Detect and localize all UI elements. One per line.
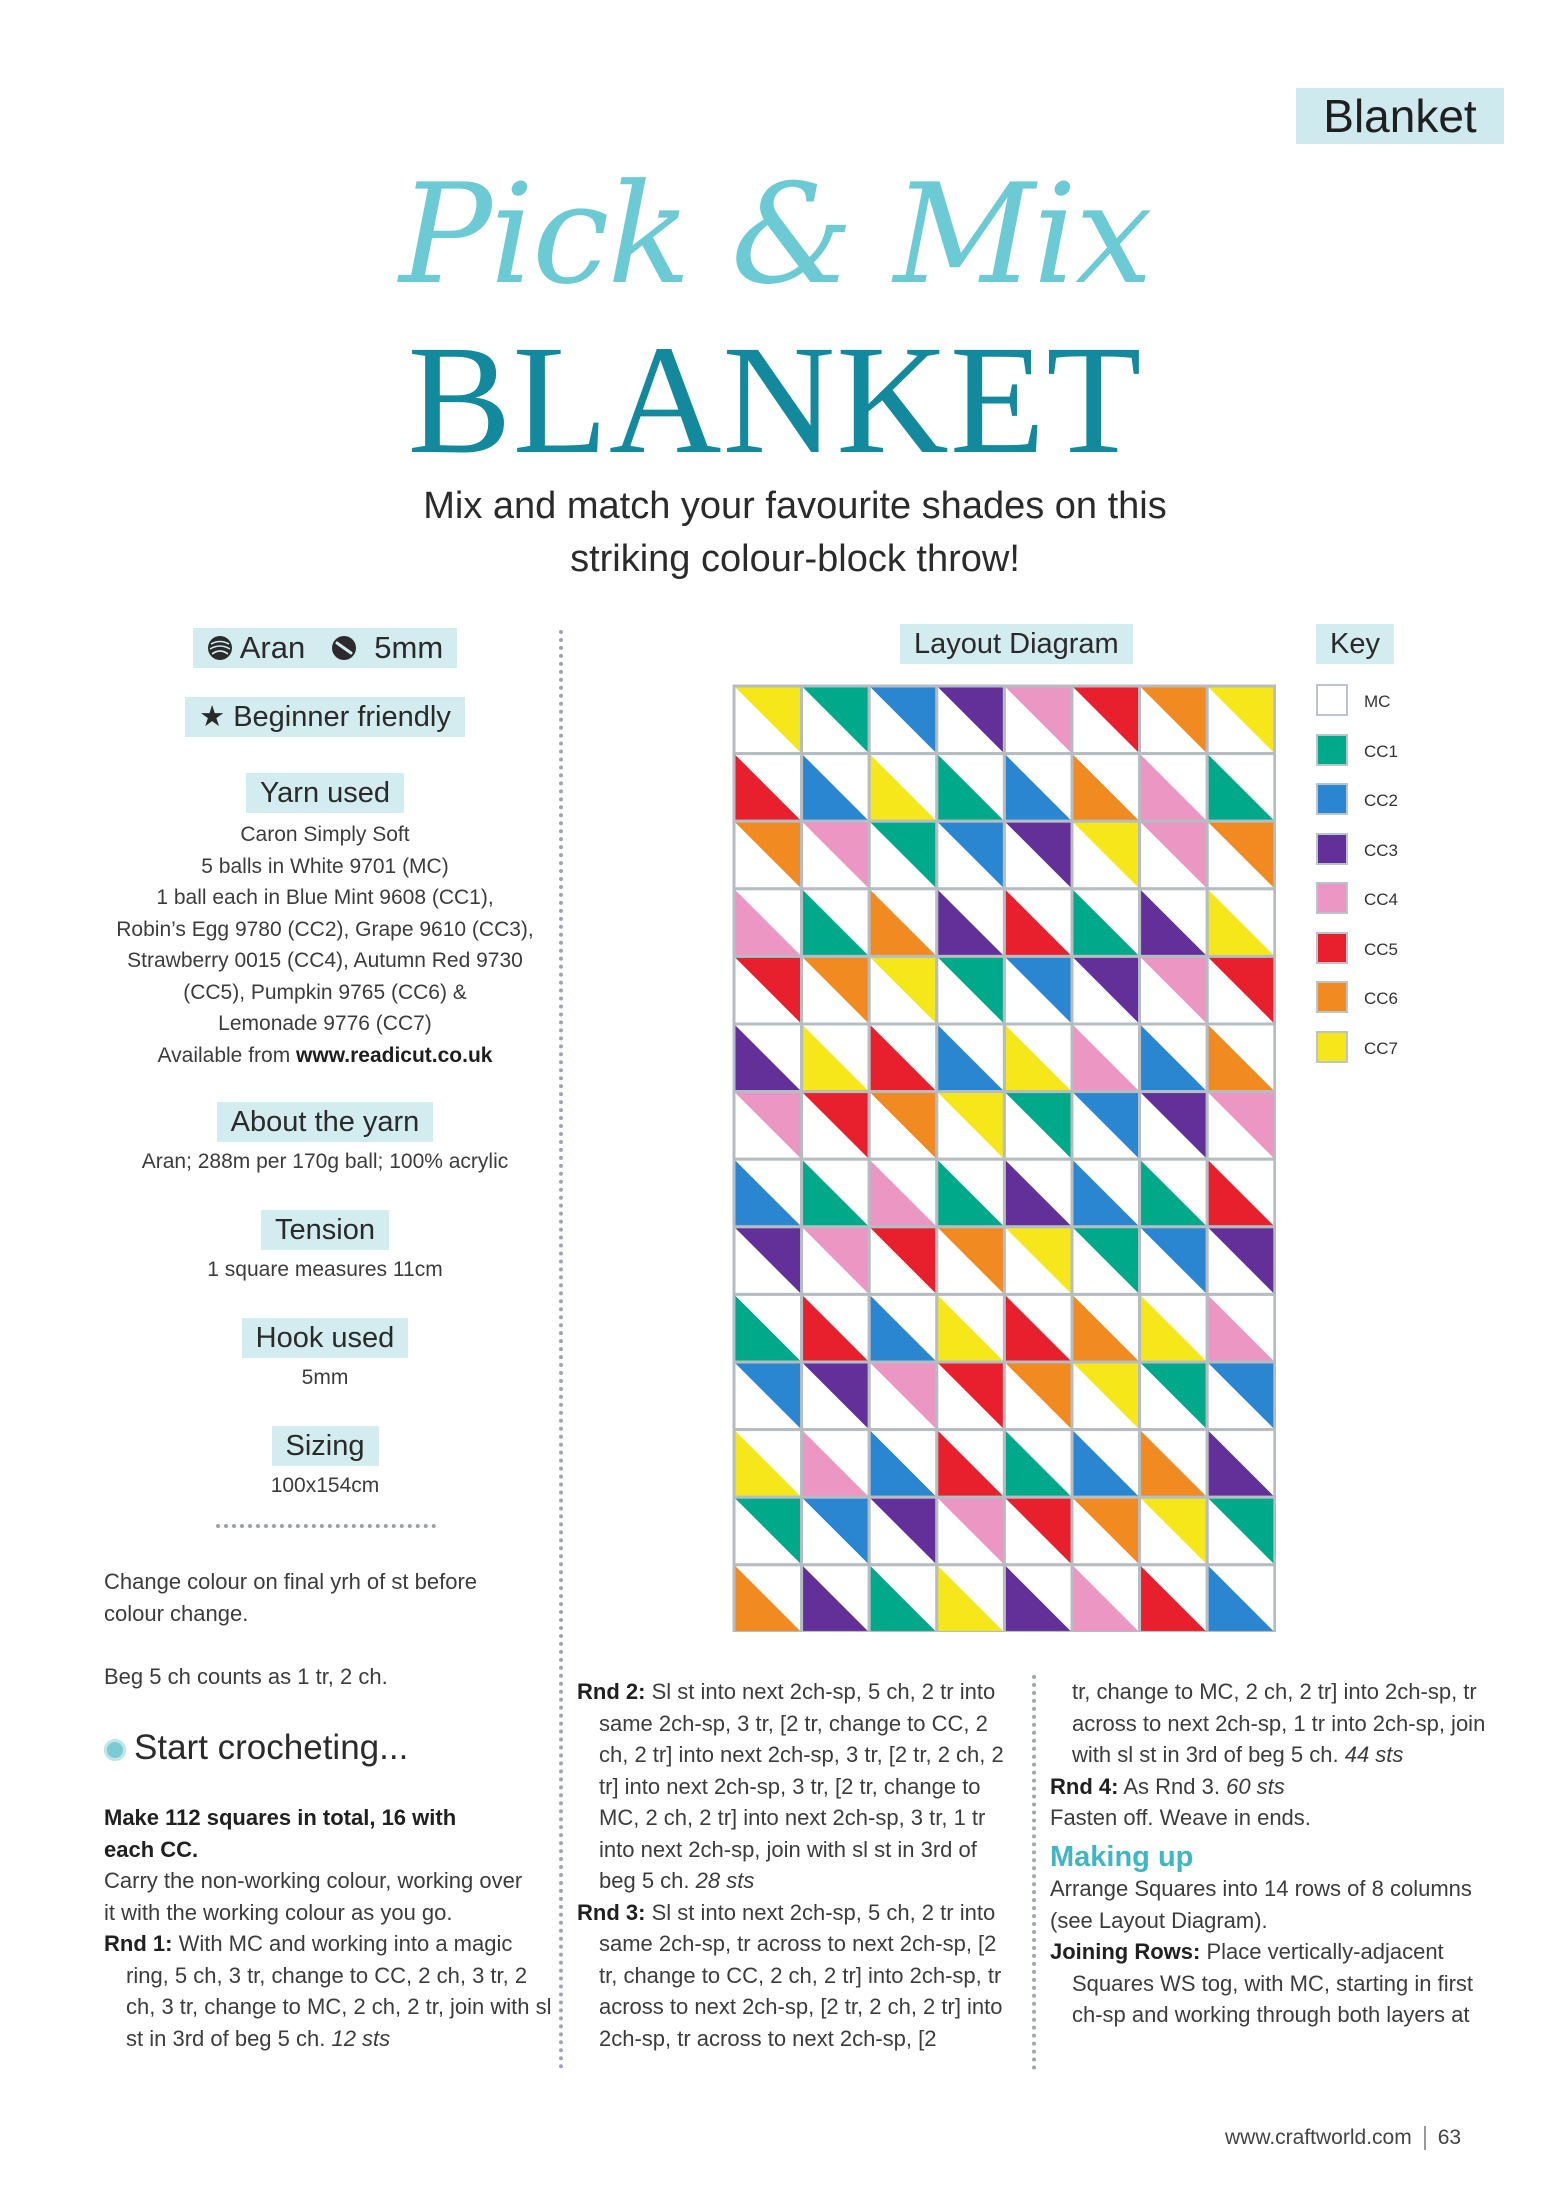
key-swatch — [1316, 1031, 1348, 1063]
key-swatch — [1316, 734, 1348, 766]
note-line: colour change. — [104, 1600, 249, 1626]
hook-used-text: 5mm — [301, 1366, 349, 1389]
key-label: CC5 — [1364, 939, 1399, 959]
footer — [1225, 2126, 1461, 2150]
joining-rows: Joining Rows: Place vertically-adjacent Squares WS tog, with MC, starting in first ch-sp and working through both layers at — [1050, 1939, 1474, 2027]
key-label: CC1 — [1364, 741, 1399, 761]
about-yarn-text: Aran; 288m per 170g ball; 100% acrylic — [141, 1150, 509, 1173]
note-line: Beg 5 ch counts as 1 tr, 2 ch. — [104, 1664, 388, 1689]
divider — [216, 1524, 436, 1528]
arrange-text: Arrange Squares into 14 rows of 8 columns — [1050, 1876, 1472, 1901]
sizing-heading: Sizing — [272, 1426, 379, 1466]
key-swatch — [1316, 981, 1348, 1013]
hook-size: 5mm — [374, 630, 444, 665]
yarn-used-text — [100, 819, 550, 1071]
skill-badge — [100, 697, 550, 737]
yarn-hook-badge — [100, 628, 550, 668]
supplier-link[interactable]: www.readicut.co.uk — [296, 1043, 493, 1067]
yarn-line: Strawberry 0015 (CC4), Autumn Red 9730 — [127, 949, 523, 972]
yarn-used-heading: Yarn used — [246, 773, 404, 813]
skill-level: Beginner friendly — [233, 701, 451, 733]
tension-text: 1 square measures 11cm — [207, 1258, 443, 1281]
yarn-line: 1 ball each in Blue Mint 9608 (CC1), — [156, 886, 494, 909]
key-label: CC7 — [1364, 1038, 1399, 1058]
yarn-used-section — [100, 773, 550, 1071]
available-from: Available from www.readicut.co.uk — [157, 1043, 493, 1067]
key-swatch — [1316, 833, 1348, 865]
yarn-line: Robin’s Egg 9780 (CC2), Grape 9610 (CC3), — [116, 917, 534, 941]
crochet-hook-icon — [331, 635, 357, 661]
note-line: Change colour on final yrh of st before — [104, 1569, 478, 1594]
about-yarn-heading: About the yarn — [217, 1102, 434, 1142]
key-swatch — [1316, 882, 1348, 914]
round-4: Rnd 4: As Rnd 3. 60 sts — [1050, 1773, 1285, 1799]
yarn-line: (CC5), Pumpkin 9765 (CC6) & — [183, 980, 467, 1004]
key-heading: Key — [1316, 624, 1394, 664]
pattern-notes — [104, 1566, 554, 1693]
start-heading: Start crocheting... — [104, 1728, 408, 1768]
intro-bold: Make 112 squares in total, 16 with — [104, 1805, 457, 1830]
hook-used-section — [100, 1318, 550, 1394]
subtitle-line-2: striking colour-block throw! — [570, 538, 1020, 580]
arrange-text: (see Layout Diagram). — [1050, 1907, 1268, 1933]
key-label: MC — [1364, 692, 1391, 711]
subtitle-line-1: Mix and match your favourite shades on this — [423, 485, 1167, 527]
round-2: Rnd 2: Sl st into next 2ch-sp, 5 ch, 2 tr into same 2ch-sp, 3 tr, [2 tr, change to CC, 2 ch, 2 tr] into next 2ch-sp, 3 tr, [2 tr, 2 ch, 2 tr] into next 2ch-sp, 3 tr, [2 tr, change to MC, 2 ch, 2 tr] into next 2ch-sp, 3 tr, 1 tr into next 2ch-sp, join with sl st in 3rd of beg 5 ch. 28 sts — [577, 1679, 1004, 1893]
hook-used-heading: Hook used — [242, 1318, 409, 1358]
carry-text: Carry the non-working colour, working over — [104, 1868, 523, 1893]
intro-bold: each CC. — [104, 1836, 199, 1862]
key-label: CC4 — [1364, 890, 1399, 909]
key-label: CC6 — [1364, 989, 1399, 1008]
key-label: CC2 — [1364, 791, 1399, 810]
sizing-text: 100x154cm — [270, 1474, 380, 1497]
key-swatch — [1316, 783, 1348, 815]
about-yarn-section — [100, 1102, 550, 1178]
yarn-line: 5 balls in White 9701 (MC) — [201, 854, 449, 878]
column-divider — [559, 630, 563, 2070]
round-1: Rnd 1: With MC and working into a magic ring, 5 ch, 3 tr, change to CC, 2 ch, 3 tr, 2 ch, 3 tr, change to MC, 2 ch, 2 tr, join with sl st in 3rd of beg 5 ch. 12 sts — [104, 1931, 552, 2051]
column-2-instructions — [577, 1676, 1017, 2054]
subtitle — [0, 480, 1550, 586]
footer-separator — [1424, 2126, 1426, 2150]
sizing-section — [100, 1426, 550, 1502]
key-swatch — [1316, 684, 1348, 716]
page-title: BLANKET — [407, 313, 1143, 486]
tension-section — [100, 1210, 550, 1286]
round-3: Rnd 3: Sl st into next 2ch-sp, 5 ch, 2 tr into same 2ch-sp, tr across to next 2ch-sp, [2 tr, change to CC, 2 ch, 2 tr] into 2ch-sp, tr across to next 2ch-sp, [2 tr, 2 ch, 2 tr] into 2ch-sp, tr across to next 2ch-sp, [2 — [577, 1899, 1003, 2051]
footer-url[interactable]: www.craftworld.com — [1225, 2126, 1412, 2149]
column-3-instructions — [1050, 1676, 1490, 2031]
column-1-instructions — [104, 1802, 554, 2054]
carry-text: it with the working colour as you go. — [104, 1899, 453, 1925]
layout-diagram — [730, 682, 1276, 1632]
column-divider — [1032, 1675, 1036, 2070]
fasten-off: Fasten off. Weave in ends. — [1050, 1805, 1311, 1830]
making-up-heading: Making up — [1050, 1840, 1194, 1873]
layout-diagram-heading: Layout Diagram — [900, 624, 1133, 664]
key-swatch — [1316, 932, 1348, 964]
yarn-ball-icon — [104, 1739, 126, 1761]
key-label: CC3 — [1364, 840, 1399, 860]
page-number: 63 — [1437, 2126, 1462, 2149]
yarn-ball-icon — [207, 635, 233, 661]
title-script: Pick & Mix — [399, 154, 1151, 315]
star-icon: ★ — [199, 701, 226, 733]
yarn-line: Lemonade 9776 (CC7) — [218, 1012, 432, 1035]
yarn-line: Caron Simply Soft — [240, 823, 410, 846]
yarn-weight: Aran — [239, 630, 306, 665]
round-3-continued: tr, change to MC, 2 ch, 2 tr] into 2ch-sp, tr across to next 2ch-sp, 1 tr into 2ch-sp, join with sl st in 3rd of beg 5 ch. 44 sts — [1072, 1679, 1486, 1767]
tension-heading: Tension — [261, 1210, 389, 1250]
section-tag: Blanket — [1296, 88, 1504, 144]
